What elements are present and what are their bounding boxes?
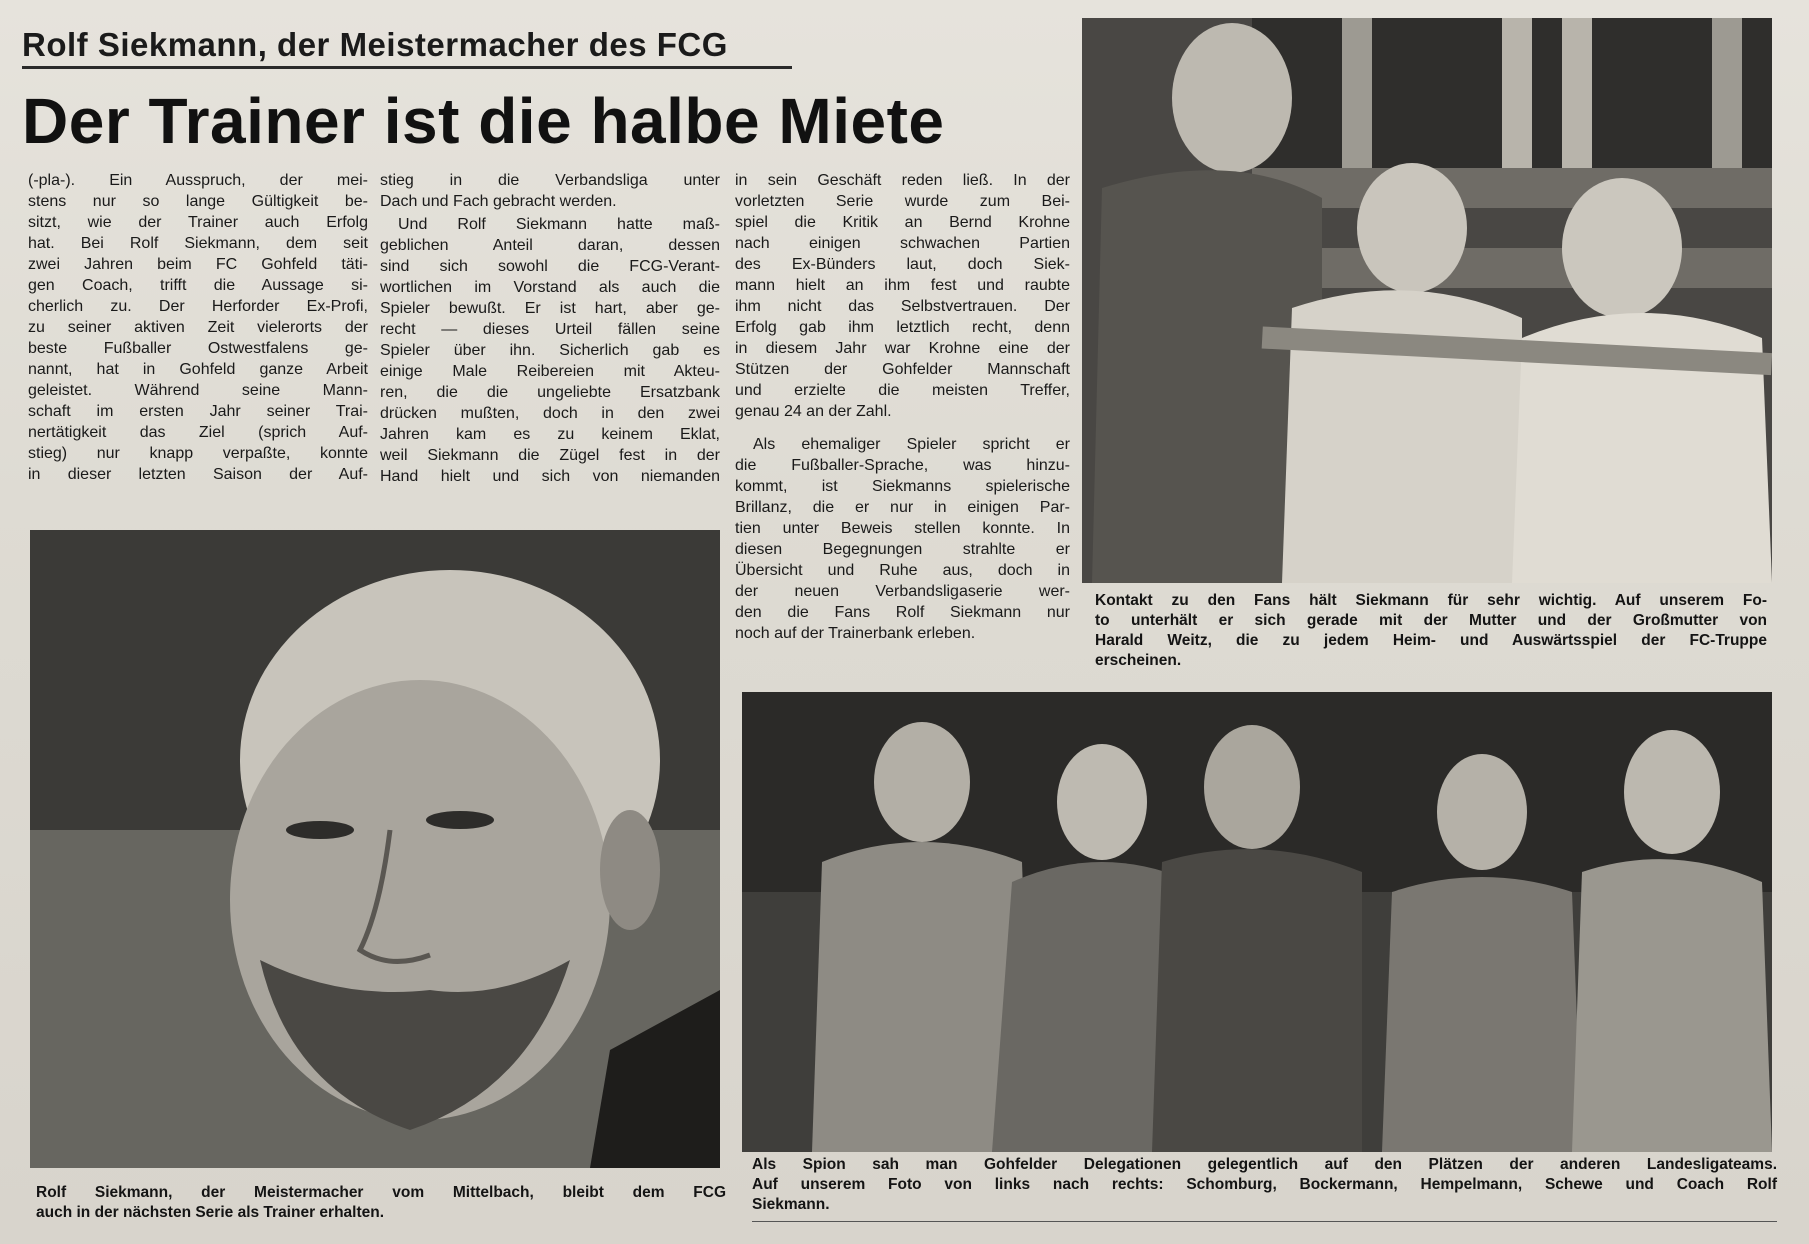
text-line: sind sich sowohl die FCG-Verant- [380,258,720,275]
text-line: Und Rolf Siekmann hatte maß- [398,216,720,233]
article-kicker: Rolf Siekmann, der Meistermacher des FCG [22,26,728,63]
text-line: spiel die Kritik an Bernd Krohne [735,214,1070,231]
text-line: schaft im ersten Jahr seiner Trai- [28,403,368,420]
text-line: Spieler über ihn. Sicherlich gab es [380,342,720,359]
text-line: beste Fußballer Ostwestfalens ge- [28,340,368,357]
text-line: Spieler bewußt. Er ist hart, aber ge- [380,300,720,317]
fans-photo [1082,18,1772,583]
text-line: drücken mußten, doch in den zwei [380,405,720,422]
article-headline: Der Trainer ist die halbe Miete [22,85,945,157]
text-line: Erfolg gab ihm letztlich recht, denn [735,319,1070,336]
text-line: kommt, ist Siekmanns spielerische [735,478,1070,495]
fans-illustration [1082,18,1772,583]
team-caption [752,1155,1777,1215]
text-line: Als ehemaliger Spieler spricht er [753,436,1070,453]
caption-line: Kontakt zu den Fans hält Siekmann für sehr wichtig. Auf unserem Fo- [1095,592,1767,609]
text-line: recht — dieses Urteil fällen seine [380,321,720,338]
caption-line: Rolf Siekmann, der Meistermacher vom Mittelbach, bleibt dem FCG [36,1184,726,1201]
text-line: in dieser letzten Saison der Auf- [28,466,368,483]
caption-line: Harald Weitz, die zu jedem Heim- und Auswärtsspiel der FC-Truppe [1095,632,1767,649]
kicker-underline [22,66,792,69]
col2-paragraph-1 [380,170,720,212]
text-line: nertätigkeit das Ziel (sprich Auf- [28,424,368,441]
text-line: und erzielte die meisten Treffer, [735,382,1070,399]
text-line: genau 24 an der Zahl. [735,403,892,420]
text-line: Hand hielt und sich von niemanden [380,468,720,485]
text-column-2 [380,170,720,497]
caption-line: Auf unserem Foto von links nach rechts: Schomburg, Bockermann, Hempelmann, Schewe und Coach Rolf [752,1176,1777,1193]
text-line: (-pla-). Ein Ausspruch, der mei- [28,172,368,189]
text-line: der neuen Verbandsligaserie wer- [735,583,1070,600]
portrait-photo [30,530,720,1168]
text-line: Stützen der Gohfelder Mannschaft [735,361,1070,378]
text-line: vorletzten Serie wurde zum Bei- [735,193,1070,210]
text-line: stens nur so lange Gültigkeit be- [28,193,368,210]
col2-paragraph-2 [380,214,720,487]
portrait-illustration [30,530,720,1168]
text-line: einige Male Reibereien mit Akteu- [380,363,720,380]
text-line: ihm nicht das Selbstvertrauen. Der [735,298,1070,315]
text-line: Übersicht und Ruhe aus, doch in [735,562,1070,579]
text-line: sitzt, wie der Trainer auch Erfolg [28,214,368,231]
text-line: den die Fans Rolf Siekmann nur [735,604,1070,621]
text-line: cherlich zu. Der Herforder Ex-Profi, [28,298,368,315]
text-line: zu seiner aktiven Zeit vielerorts der [28,319,368,336]
team-illustration [742,692,1772,1152]
text-line: geleistet. Während seine Mann- [28,382,368,399]
text-line: gen Coach, trifft die Aussage si- [28,277,368,294]
portrait-caption [36,1183,726,1223]
col3-paragraph-1 [735,170,1070,422]
text-line: nannt, hat in Gohfeld ganze Arbeit [28,361,368,378]
text-line: zwei Jahren beim FC Gohfeld täti- [28,256,368,273]
text-line: geblichen Anteil daran, dessen [380,237,720,254]
caption-line: Siekmann. [752,1196,830,1213]
text-line: Jahren kam es zu keinem Eklat, [380,426,720,443]
text-line: stieg) nur knapp verpaßte, konnte [28,445,368,462]
text-line: weil Siekmann die Zügel fest in der [380,447,720,464]
caption-line: auch in der nächsten Serie als Trainer erhalten. [36,1204,385,1221]
bottom-divider [752,1221,1777,1222]
col1-paragraph [28,170,368,485]
text-line: des Ex-Bünders laut, doch Siek- [735,256,1070,273]
text-line: ren, die die ungeliebte Ersatzbank [380,384,720,401]
caption-line: erscheinen. [1095,652,1182,669]
caption-line: to unterhält er sich gerade mit der Mutter und der Großmutter von [1095,612,1767,629]
text-line: wortlichen im Vorstand als auch die [380,279,720,296]
col3-paragraph-2 [735,434,1070,644]
text-line: Brillanz, die er nur in einigen Par- [735,499,1070,516]
fans-caption [1095,591,1767,671]
text-line: in diesem Jahr war Krohne eine der [735,340,1070,357]
text-line: mann hielt an ihm fest und raubte [735,277,1070,294]
text-line: noch auf der Trainerbank erleben. [735,625,976,642]
team-photo [742,692,1772,1152]
text-line: die Fußballer-Sprache, was hinzu- [735,457,1070,474]
text-line: tien unter Beweis stellen konnte. In [735,520,1070,537]
text-line: hat. Bei Rolf Siekmann, dem seit [28,235,368,252]
caption-line: Als Spion sah man Gohfelder Delegationen gelegentlich auf den Plätzen der anderen Landesligateams. [752,1156,1777,1173]
text-column-1 [28,170,368,495]
text-line: Dach und Fach gebracht werden. [380,193,617,210]
text-line: in sein Geschäft reden ließ. In der [735,172,1070,189]
text-column-3 [735,170,1070,654]
text-line: nach einigen schwachen Partien [735,235,1070,252]
text-line: stieg in die Verbandsliga unter [380,172,720,189]
text-line: diesen Begegnungen strahlte er [735,541,1070,558]
